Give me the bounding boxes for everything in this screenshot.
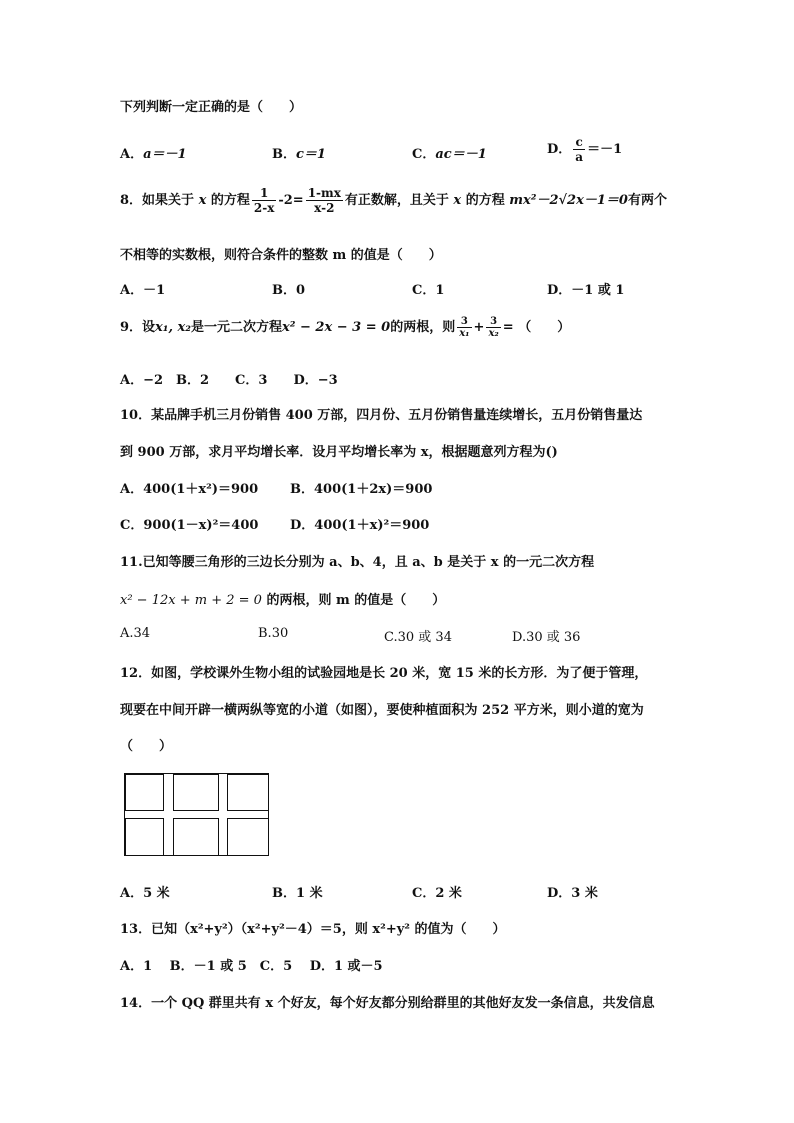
q10-option-c: C．900(1－x)²＝400 (120, 518, 259, 533)
q9-options: A．−2 B．2 C．3 D．−3 (120, 373, 338, 388)
garden-plot-top-right (227, 774, 269, 811)
fraction-3-over-x1: $\frac{3}{\text{x₁}}$ (459, 316, 470, 339)
q13-options: A．1 B．－1 或 5 C．5 D．1 或－5 (120, 959, 383, 974)
fraction-c-over-a: $\frac{c}{a}$ (575, 135, 584, 164)
q8-option-b: B．0 (272, 283, 306, 298)
q7-option-c: C．ac＝－1 (412, 147, 487, 162)
q12-option-d: D．3 米 (547, 886, 598, 901)
q13-line1: 13．已知（x²+y²）（x²+y²－4）＝5，则 x²+y² 的值为（ ） (120, 922, 506, 937)
fraction-1-over-2-x: $\frac{1}{2-x}$ (253, 186, 275, 215)
garden-diagram (124, 773, 269, 856)
garden-plot-top-middle (173, 774, 219, 811)
q10-line2: 到 900 万部，求月平均增长率．设月平均增长率为 x，根据题意列方程为() (120, 445, 558, 460)
q12-line2: 现要在中间开辟一横两纵等宽的小道（如图），要使种植面积为 252 平方米，则小道的宽为 (120, 703, 644, 718)
q12-line3: （ ） (120, 739, 173, 754)
q12-line1: 12．如图，学校课外生物小组的试验园地是长 20 米，宽 15 米的长方形．为了便于管理， (120, 666, 648, 681)
garden-plot-top-left (125, 774, 164, 811)
q8-option-a: A．－1 (120, 283, 166, 298)
q12-option-b: B．1 米 (272, 886, 323, 901)
q10-option-b: B．400(1＋2x)＝900 (290, 482, 433, 497)
q9-line1: 9．设x₁, x₂是一元二次方程x² − 2x − 3 = 0的两根，则 $\frac{3}{\text{x₁}}$ + $\frac{3}{\text{x₂}}$ = （ ） (120, 316, 571, 339)
garden-plot-bottom-right (227, 818, 269, 856)
q11-line2: x² − 12x + m + 2 = 0 的两根，则 m 的值是（ ） (120, 593, 446, 608)
q7-stem: 下列判断一定正确的是（ ） (120, 100, 303, 115)
q14-line1: 14．一个 QQ 群里共有 x 个好友，每个好友都分别给群里的其他好友发一条信息，共发信息 (120, 996, 655, 1011)
q12-option-c: C．2 米 (412, 886, 462, 901)
q8-line2: 不相等的实数根，则符合条件的整数 m 的值是（ ） (120, 248, 442, 263)
q7-option-a: A．a＝－1 (120, 147, 187, 162)
garden-plot-bottom-left (125, 818, 164, 856)
q10-option-a: A．400(1＋x²)＝900 (120, 482, 259, 497)
q11-option-d: D.30 或 36 (512, 630, 581, 645)
fraction-3-over-x2: $\frac{3}{\text{x₂}}$ (488, 316, 499, 339)
q7-option-b: B．c＝1 (272, 147, 326, 162)
fraction-1-mx-over-x-2: $\frac{1-mx}{x-2}$ (307, 186, 341, 215)
q11-option-c: C.30 或 34 (384, 630, 452, 645)
q8-option-d: D．－1 或 1 (547, 283, 625, 298)
q10-line1: 10．某品牌手机三月份销售 400 万部，四月份、五月份销售量连续增长，五月份销售量达 (120, 408, 643, 423)
q11-option-b: B.30 (258, 626, 289, 641)
q11-line1: 11.已知等腰三角形的三边长分别为 a、b、4，且 a、b 是关于 x 的一元二次方程 (120, 555, 595, 570)
q8-line1: 8．如果关于 x 的方程 $\frac{1}{2-x}$ -2= $\frac{1-mx}{x-2}$ 有正数解，且关于 x 的方程 mx²－2√2x－1＝0有两个 (120, 186, 667, 215)
q11-option-a: A.34 (120, 626, 151, 641)
q10-option-d: D．400(1＋x)²＝900 (290, 518, 430, 533)
q8-option-c: C．1 (412, 283, 445, 298)
garden-plot-bottom-middle (173, 818, 219, 856)
q12-option-a: A．5 米 (120, 886, 170, 901)
q7-option-d: D． $\frac{c}{a}$ ＝－1 (547, 135, 623, 164)
